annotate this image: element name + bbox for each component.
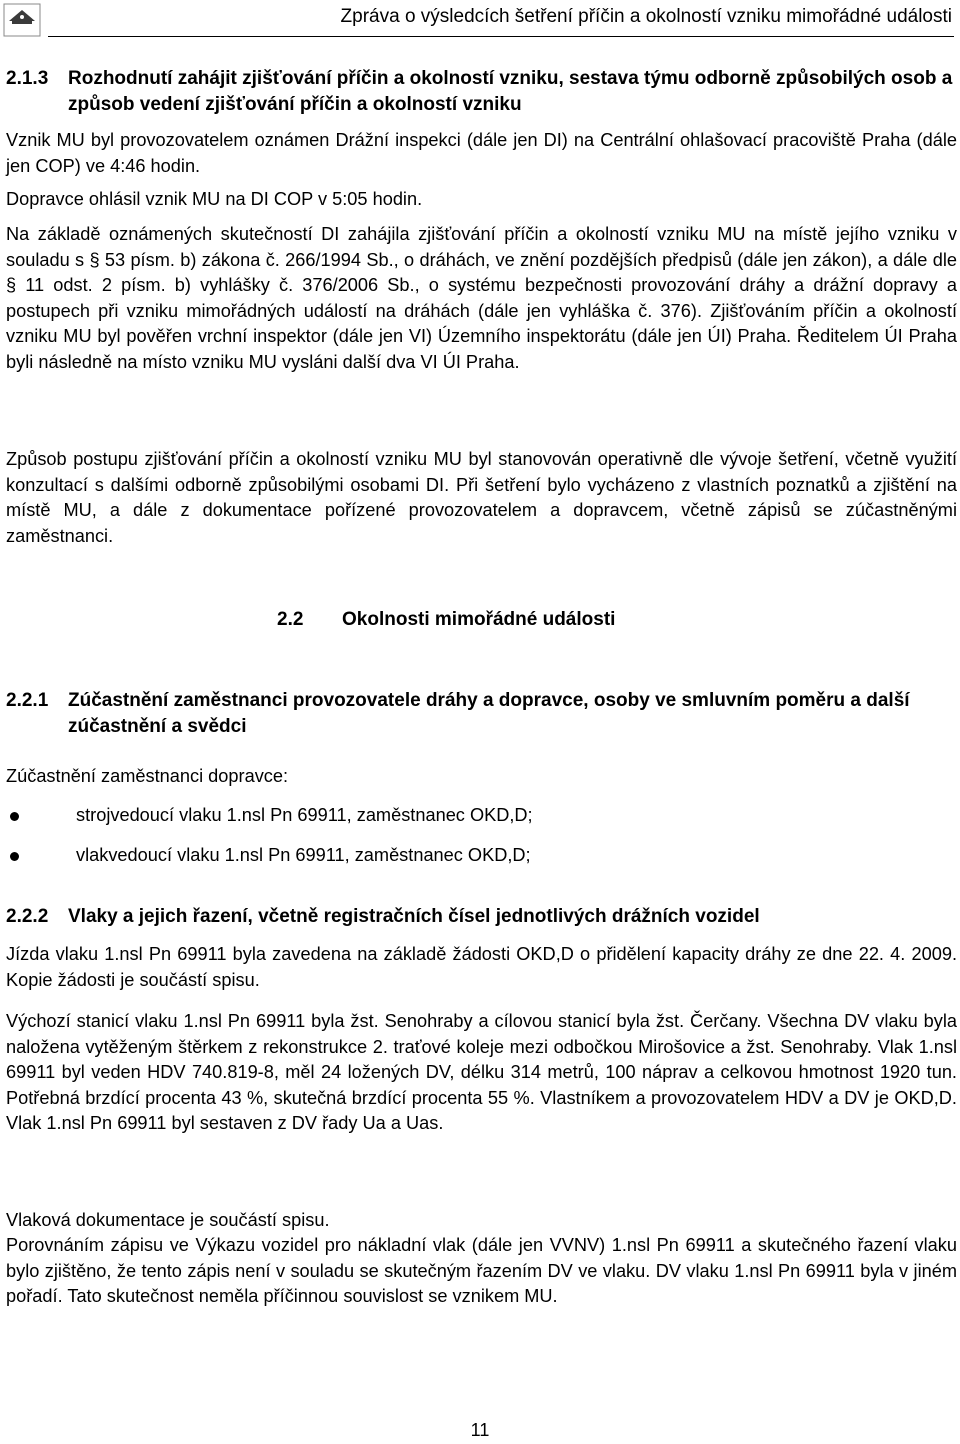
section-213-heading xyxy=(6,66,957,118)
section-22-heading xyxy=(277,609,615,631)
section-221-heading xyxy=(6,688,957,740)
header-divider xyxy=(48,36,954,37)
section-title: Vlaky a jejich řazení, včetně registračních čísel jednotlivých drážních vozidel xyxy=(68,906,760,927)
paragraph: Na základě oznámených skutečností DI zahájila zjišťování příčin a okolností vzniku MU na místě jejího vzniku v souladu s § 53 písm. b) zákona č. 266/1994 Sb., o dráhách, ve znění pozdějších předpisů (dále jen zákon), a dále dle § 11 odst. 2 písm. b) vyhlášky č. 376/2006 Sb., o systému bezpečnosti provozování dráhy a drážní dopravy a postupech při vzniku mimořádných událostí na dráhách (dále jen vyhláška č. 376). Zjišťováním příčin a okolností vzniku MU byl pověřen vrchní inspektor (dále jen VI) Územního inspektorátu (dále jen ÚI) Praha. Ředitelem ÚI Praha byli následně na místo vzniku MU vysláni další dva VI ÚI Praha. xyxy=(6,224,957,372)
paragraph: Způsob postupu zjišťování příčin a okolností vzniku MU byl stanovován operativně dle vývoje šetření, včetně využití konzultací s dalšími odborně způsobilými osobami DI. Při šetření bylo vycházeno z vlastních poznatků a zjištění na místě MU, a dále z dokumentace pořízené provozovatelem a dopravcem, včetně zápisů se zúčastněnými zaměstnanci. xyxy=(6,449,957,546)
paragraph: Vlaková dokumentace je součástí spisu. xyxy=(6,1210,330,1230)
page-number: 11 xyxy=(470,1420,490,1440)
inspectorate-logo xyxy=(3,3,41,37)
section-title: Zúčastnění zaměstnanci provozovatele dráhy a dopravce, osoby ve smluvním poměru a další zúčastnění a svědci xyxy=(68,690,910,737)
section-title: Rozhodnutí zahájit zjišťování příčin a okolností vzniku, sestava týmu odborně způsobilých osob a způsob vedení zjišťování příčin a okolností vzniku xyxy=(68,68,953,115)
section-number: 2.2 xyxy=(277,609,304,630)
section-number: 2.2.1 xyxy=(6,690,49,711)
section-222-heading xyxy=(6,904,957,930)
list-item: strojvedoucí vlaku 1.nsl Pn 69911, zaměstnanec OKD,D; xyxy=(6,803,533,828)
paragraph: Výchozí stanicí vlaku 1.nsl Pn 69911 byla žst. Senohraby a cílovou stanicí byla žst. Čerčany. Všechna DV vlaku byla naložena vytěženým štěrkem z rekonstrukce 2. traťové koleje mezi odbočkou Mirošovice a žst. Senohraby. Vlak 1.nsl 69911 byl veden HDV 740.819-8, měl 24 ložených DV, délku 314 metrů, 100 náprav a celkovou hmotnost 1920 tun. Potřebná brzdící procenta 43 %, skutečná brzdící procenta 55 %. Vlastníkem a provozovatelem HDV a DV je OKD,D. Vlak 1.nsl Pn 69911 byl sestaven z DV řady Ua a Uas. xyxy=(6,1011,957,1134)
paragraph: Porovnáním zápisu ve Výkazu vozidel pro nákladní vlak (dále jen VVNV) 1.nsl Pn 69911 a skutečného řazení vlaku bylo zjištěno, že tento zápis není v souladu se skutečným řazením DV ve vlaku. DV vlaku 1.nsl Pn 69911 byla v jiném pořadí. Tato skutečnost neměla příčinnou souvislost se vznikem MU. xyxy=(6,1235,957,1307)
list-item: vlakvedoucí vlaku 1.nsl Pn 69911, zaměstnanec OKD,D; xyxy=(6,843,531,868)
logo-emblem-icon xyxy=(3,3,41,37)
section-number: 2.2.2 xyxy=(6,906,49,927)
bullet-icon xyxy=(10,852,19,861)
bullet-icon xyxy=(10,812,19,821)
section-number: 2.1.3 xyxy=(6,68,49,89)
list-intro: Zúčastnění zaměstnanci dopravce: xyxy=(6,766,289,786)
document-header-title: Zpráva o výsledcích šetření příčin a okolností vzniku mimořádné události xyxy=(340,6,952,27)
paragraph: Jízda vlaku 1.nsl Pn 69911 byla zavedena na základě žádosti OKD,D o přidělení kapacity dráhy ze dne 22. 4. 2009. Kopie žádosti je součástí spisu. xyxy=(6,944,957,990)
paragraph: Vznik MU byl provozovatelem oznámen Drážní inspekci (dále jen DI) na Centrální ohlašovací pracoviště Praha (dále jen COP) ve 4:46 hodin. xyxy=(6,130,957,176)
paragraph: Dopravce ohlásil vznik MU na DI COP v 5:05 hodin. xyxy=(6,189,423,209)
section-title: Okolnosti mimořádné události xyxy=(342,609,616,630)
